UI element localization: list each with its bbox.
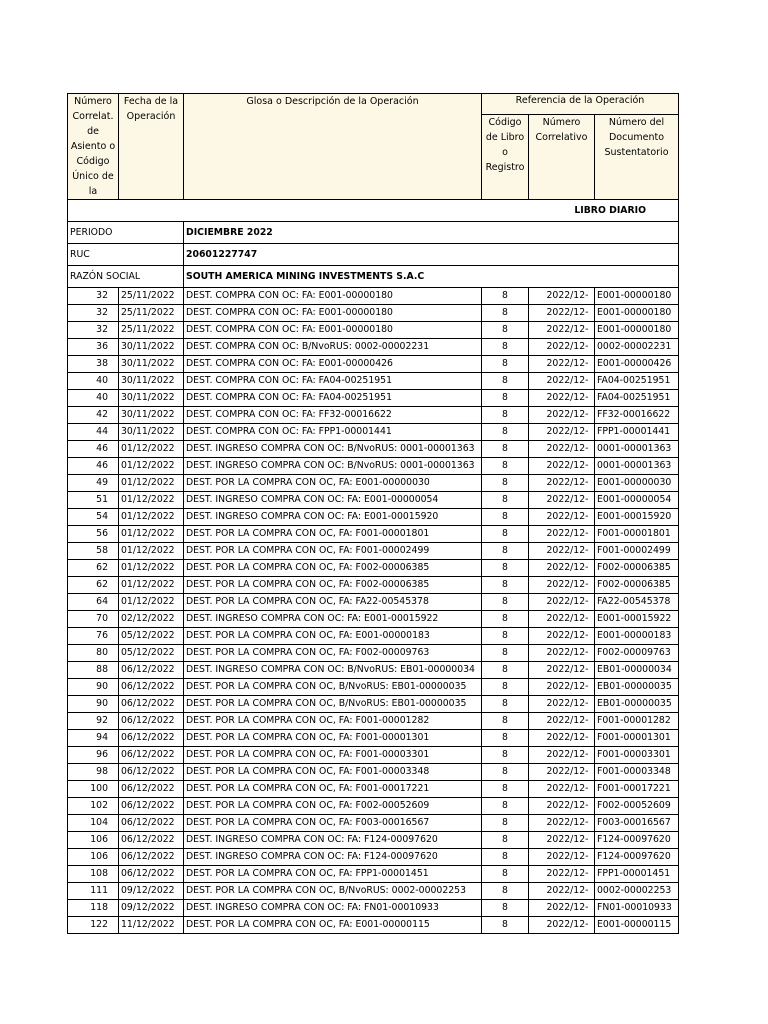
- table-row: [68, 662, 679, 679]
- row-codigo-libro: 8: [482, 509, 529, 526]
- row-numero: 56: [68, 526, 119, 543]
- row-glosa: DEST. POR LA COMPRA CON OC, FA: F001-00001301: [184, 730, 482, 747]
- row-numero-documento: EB01-00000035: [595, 679, 679, 696]
- table-row: [68, 730, 679, 747]
- row-glosa: DEST. INGRESO COMPRA CON OC: B/NvoRUS: 0001-00001363: [184, 458, 482, 475]
- table-row: [68, 645, 679, 662]
- row-numero: 54: [68, 509, 119, 526]
- row-numero-correlativo: 2022/12-: [529, 883, 595, 900]
- row-numero: 36: [68, 339, 119, 356]
- row-numero-documento: 0001-00001363: [595, 441, 679, 458]
- libro-diario-sheet: [67, 93, 678, 934]
- row-glosa: DEST. POR LA COMPRA CON OC, FA: F002-00006385: [184, 577, 482, 594]
- column-numero-correlativo: Número Correlat. de Asiento o Código Único de la: [68, 94, 119, 200]
- row-fecha: 06/12/2022: [119, 679, 184, 696]
- entries-body: [68, 288, 679, 934]
- row-glosa: DEST. POR LA COMPRA CON OC, FA: E001-00000183: [184, 628, 482, 645]
- row-numero: 90: [68, 679, 119, 696]
- row-numero-correlativo: 2022/12-: [529, 866, 595, 883]
- row-glosa: DEST. POR LA COMPRA CON OC, FA: E001-00000030: [184, 475, 482, 492]
- column-fecha: Fecha de la Operación: [119, 94, 184, 200]
- row-fecha: 06/12/2022: [119, 696, 184, 713]
- row-fecha: 30/11/2022: [119, 407, 184, 424]
- ruc-row: [68, 244, 679, 266]
- table-row: [68, 611, 679, 628]
- row-fecha: 01/12/2022: [119, 543, 184, 560]
- row-codigo-libro: 8: [482, 849, 529, 866]
- row-fecha: 06/12/2022: [119, 730, 184, 747]
- row-numero-correlativo: 2022/12-: [529, 645, 595, 662]
- row-codigo-libro: 8: [482, 713, 529, 730]
- row-numero-documento: F001-00001301: [595, 730, 679, 747]
- row-numero: 80: [68, 645, 119, 662]
- row-numero: 88: [68, 662, 119, 679]
- row-fecha: 30/11/2022: [119, 390, 184, 407]
- title-row: [68, 200, 679, 222]
- row-codigo-libro: 8: [482, 611, 529, 628]
- row-glosa: DEST. POR LA COMPRA CON OC, B/NvoRUS: 0002-00002253: [184, 883, 482, 900]
- row-glosa: DEST. COMPRA CON OC: FA: E001-00000426: [184, 356, 482, 373]
- row-fecha: 06/12/2022: [119, 866, 184, 883]
- row-fecha: 01/12/2022: [119, 560, 184, 577]
- row-fecha: 25/11/2022: [119, 322, 184, 339]
- row-numero: 32: [68, 322, 119, 339]
- row-glosa: DEST. COMPRA CON OC: B/NvoRUS: 0002-00002231: [184, 339, 482, 356]
- row-numero-correlativo: 2022/12-: [529, 356, 595, 373]
- row-numero-correlativo: 2022/12-: [529, 815, 595, 832]
- table-row: [68, 764, 679, 781]
- row-numero-correlativo: 2022/12-: [529, 543, 595, 560]
- table-row: [68, 917, 679, 934]
- row-numero-documento: F124-00097620: [595, 849, 679, 866]
- row-codigo-libro: 8: [482, 288, 529, 305]
- row-codigo-libro: 8: [482, 322, 529, 339]
- row-numero-correlativo: 2022/12-: [529, 798, 595, 815]
- table-row: [68, 900, 679, 917]
- row-codigo-libro: 8: [482, 832, 529, 849]
- row-fecha: 06/12/2022: [119, 832, 184, 849]
- table-row: [68, 390, 679, 407]
- row-numero-correlativo: 2022/12-: [529, 849, 595, 866]
- row-codigo-libro: 8: [482, 798, 529, 815]
- row-glosa: DEST. INGRESO COMPRA CON OC: FA: F124-00097620: [184, 832, 482, 849]
- row-numero-documento: E001-00000115: [595, 917, 679, 934]
- row-fecha: 01/12/2022: [119, 594, 184, 611]
- row-codigo-libro: 8: [482, 407, 529, 424]
- row-numero-documento: FPP1-00001451: [595, 866, 679, 883]
- row-numero-documento: F124-00097620: [595, 832, 679, 849]
- row-codigo-libro: 8: [482, 815, 529, 832]
- table-row: [68, 696, 679, 713]
- row-codigo-libro: 8: [482, 645, 529, 662]
- row-numero-correlativo: 2022/12-: [529, 509, 595, 526]
- row-numero-documento: F003-00016567: [595, 815, 679, 832]
- table-row: [68, 849, 679, 866]
- row-fecha: 01/12/2022: [119, 492, 184, 509]
- row-codigo-libro: 8: [482, 526, 529, 543]
- ruc-label: RUC: [68, 244, 184, 266]
- row-glosa: DEST. POR LA COMPRA CON OC, FA: F001-00001282: [184, 713, 482, 730]
- row-numero: 64: [68, 594, 119, 611]
- row-numero-correlativo: 2022/12-: [529, 594, 595, 611]
- row-numero-documento: FF32-00016622: [595, 407, 679, 424]
- column-glosa: Glosa o Descripción de la Operación: [184, 94, 482, 200]
- table-row: [68, 594, 679, 611]
- row-numero-documento: F002-00006385: [595, 577, 679, 594]
- row-numero-correlativo: 2022/12-: [529, 781, 595, 798]
- row-numero-correlativo: 2022/12-: [529, 288, 595, 305]
- table-row: [68, 543, 679, 560]
- row-codigo-libro: 8: [482, 730, 529, 747]
- row-fecha: 25/11/2022: [119, 305, 184, 322]
- row-numero: 118: [68, 900, 119, 917]
- row-numero-documento: FA04-00251951: [595, 390, 679, 407]
- row-numero: 46: [68, 441, 119, 458]
- row-codigo-libro: 8: [482, 424, 529, 441]
- row-numero-documento: F002-00006385: [595, 560, 679, 577]
- row-numero: 96: [68, 747, 119, 764]
- row-glosa: DEST. POR LA COMPRA CON OC, FA: FPP1-00001451: [184, 866, 482, 883]
- row-numero: 90: [68, 696, 119, 713]
- row-numero-documento: EB01-00000035: [595, 696, 679, 713]
- row-numero-correlativo: 2022/12-: [529, 900, 595, 917]
- periodo-row: [68, 222, 679, 244]
- row-glosa: DEST. COMPRA CON OC: FA: FA04-00251951: [184, 390, 482, 407]
- row-glosa: DEST. INGRESO COMPRA CON OC: FA: E001-00000054: [184, 492, 482, 509]
- row-codigo-libro: 8: [482, 628, 529, 645]
- row-codigo-libro: 8: [482, 305, 529, 322]
- row-glosa: DEST. COMPRA CON OC: FA: FF32-00016622: [184, 407, 482, 424]
- row-numero-documento: EB01-00000034: [595, 662, 679, 679]
- row-numero-correlativo: 2022/12-: [529, 492, 595, 509]
- row-glosa: DEST. INGRESO COMPRA CON OC: FA: F124-00097620: [184, 849, 482, 866]
- row-glosa: DEST. POR LA COMPRA CON OC, FA: F001-00001801: [184, 526, 482, 543]
- row-codigo-libro: 8: [482, 543, 529, 560]
- row-numero-correlativo: 2022/12-: [529, 475, 595, 492]
- table-row: [68, 356, 679, 373]
- row-glosa: DEST. COMPRA CON OC: FA: FPP1-00001441: [184, 424, 482, 441]
- row-glosa: DEST. POR LA COMPRA CON OC, FA: F001-00002499: [184, 543, 482, 560]
- row-glosa: DEST. COMPRA CON OC: FA: E001-00000180: [184, 305, 482, 322]
- row-fecha: 01/12/2022: [119, 441, 184, 458]
- table-row: [68, 407, 679, 424]
- row-numero-documento: FA04-00251951: [595, 373, 679, 390]
- row-numero: 111: [68, 883, 119, 900]
- row-fecha: 06/12/2022: [119, 815, 184, 832]
- row-fecha: 25/11/2022: [119, 288, 184, 305]
- row-fecha: 06/12/2022: [119, 798, 184, 815]
- row-numero-correlativo: 2022/12-: [529, 832, 595, 849]
- table-row: [68, 679, 679, 696]
- row-fecha: 06/12/2022: [119, 849, 184, 866]
- row-numero-correlativo: 2022/12-: [529, 747, 595, 764]
- row-numero: 106: [68, 849, 119, 866]
- row-fecha: 05/12/2022: [119, 645, 184, 662]
- row-numero-correlativo: 2022/12-: [529, 662, 595, 679]
- row-numero-documento: F001-00002499: [595, 543, 679, 560]
- row-numero-documento: E001-00015920: [595, 509, 679, 526]
- row-fecha: 01/12/2022: [119, 577, 184, 594]
- row-fecha: 05/12/2022: [119, 628, 184, 645]
- row-glosa: DEST. INGRESO COMPRA CON OC: B/NvoRUS: EB01-00000034: [184, 662, 482, 679]
- row-codigo-libro: 8: [482, 900, 529, 917]
- row-numero-correlativo: 2022/12-: [529, 730, 595, 747]
- row-fecha: 06/12/2022: [119, 713, 184, 730]
- table-row: [68, 305, 679, 322]
- row-numero-correlativo: 2022/12-: [529, 424, 595, 441]
- row-numero: 49: [68, 475, 119, 492]
- table-row: [68, 577, 679, 594]
- row-numero-correlativo: 2022/12-: [529, 713, 595, 730]
- row-numero-correlativo: 2022/12-: [529, 441, 595, 458]
- row-fecha: 01/12/2022: [119, 509, 184, 526]
- table-row: [68, 339, 679, 356]
- row-codigo-libro: 8: [482, 441, 529, 458]
- razon-social-row: [68, 266, 679, 288]
- row-numero-documento: FPP1-00001441: [595, 424, 679, 441]
- row-fecha: 30/11/2022: [119, 373, 184, 390]
- row-numero-documento: FA22-00545378: [595, 594, 679, 611]
- row-fecha: 30/11/2022: [119, 339, 184, 356]
- row-numero: 100: [68, 781, 119, 798]
- ruc-value: 20601227747: [184, 244, 679, 266]
- row-numero-documento: FN01-00010933: [595, 900, 679, 917]
- row-numero: 94: [68, 730, 119, 747]
- row-codigo-libro: 8: [482, 560, 529, 577]
- row-numero-correlativo: 2022/12-: [529, 679, 595, 696]
- table-row: [68, 560, 679, 577]
- row-codigo-libro: 8: [482, 390, 529, 407]
- row-fecha: 02/12/2022: [119, 611, 184, 628]
- row-fecha: 06/12/2022: [119, 764, 184, 781]
- row-numero-correlativo: 2022/12-: [529, 577, 595, 594]
- row-codigo-libro: 8: [482, 339, 529, 356]
- table-row: [68, 373, 679, 390]
- row-glosa: DEST. POR LA COMPRA CON OC, FA: F001-00003301: [184, 747, 482, 764]
- row-glosa: DEST. INGRESO COMPRA CON OC: FA: FN01-00010933: [184, 900, 482, 917]
- row-numero: 76: [68, 628, 119, 645]
- row-glosa: DEST. POR LA COMPRA CON OC, FA: F002-00006385: [184, 560, 482, 577]
- row-numero: 38: [68, 356, 119, 373]
- row-numero-correlativo: 2022/12-: [529, 611, 595, 628]
- column-numero-documento: Número del Documento Sustentatorio: [595, 114, 679, 199]
- row-glosa: DEST. POR LA COMPRA CON OC, FA: FA22-00545378: [184, 594, 482, 611]
- row-fecha: 01/12/2022: [119, 458, 184, 475]
- row-codigo-libro: 8: [482, 475, 529, 492]
- row-numero-correlativo: 2022/12-: [529, 560, 595, 577]
- table-row: [68, 798, 679, 815]
- row-numero-correlativo: 2022/12-: [529, 764, 595, 781]
- table-row: [68, 781, 679, 798]
- row-codigo-libro: 8: [482, 781, 529, 798]
- table-row: [68, 509, 679, 526]
- row-numero-documento: E001-00000054: [595, 492, 679, 509]
- column-codigo-libro: Código de Libro o Registro: [482, 114, 529, 199]
- row-fecha: 11/12/2022: [119, 917, 184, 934]
- row-glosa: DEST. COMPRA CON OC: FA: E001-00000180: [184, 322, 482, 339]
- row-codigo-libro: 8: [482, 662, 529, 679]
- row-codigo-libro: 8: [482, 764, 529, 781]
- row-numero: 62: [68, 577, 119, 594]
- row-numero: 32: [68, 288, 119, 305]
- libro-diario-table: [67, 93, 679, 934]
- table-row: [68, 288, 679, 305]
- row-numero: 62: [68, 560, 119, 577]
- row-fecha: 30/11/2022: [119, 424, 184, 441]
- row-glosa: DEST. INGRESO COMPRA CON OC: FA: E001-00015922: [184, 611, 482, 628]
- row-numero-correlativo: 2022/12-: [529, 458, 595, 475]
- row-numero-documento: E001-00000180: [595, 322, 679, 339]
- periodo-label: PERIODO: [68, 222, 184, 244]
- row-codigo-libro: 8: [482, 492, 529, 509]
- razon-social-label: RAZÓN SOCIAL: [68, 266, 184, 288]
- table-row: [68, 475, 679, 492]
- row-glosa: DEST. INGRESO COMPRA CON OC: B/NvoRUS: 0001-00001363: [184, 441, 482, 458]
- row-numero-correlativo: 2022/12-: [529, 339, 595, 356]
- column-numero-correlativo-ref: Número Correlativo: [529, 114, 595, 199]
- row-glosa: DEST. COMPRA CON OC: FA: FA04-00251951: [184, 373, 482, 390]
- row-numero: 40: [68, 373, 119, 390]
- row-fecha: 06/12/2022: [119, 781, 184, 798]
- row-numero-documento: F001-00003301: [595, 747, 679, 764]
- row-fecha: 01/12/2022: [119, 475, 184, 492]
- row-glosa: DEST. POR LA COMPRA CON OC, FA: F001-00017221: [184, 781, 482, 798]
- row-codigo-libro: 8: [482, 747, 529, 764]
- table-row: [68, 492, 679, 509]
- row-numero-documento: F002-00009763: [595, 645, 679, 662]
- row-numero: 98: [68, 764, 119, 781]
- row-glosa: DEST. POR LA COMPRA CON OC, FA: F002-00052609: [184, 798, 482, 815]
- row-codigo-libro: 8: [482, 883, 529, 900]
- table-row: [68, 628, 679, 645]
- row-numero-correlativo: 2022/12-: [529, 322, 595, 339]
- row-glosa: DEST. POR LA COMPRA CON OC, FA: E001-00000115: [184, 917, 482, 934]
- row-codigo-libro: 8: [482, 594, 529, 611]
- row-codigo-libro: 8: [482, 866, 529, 883]
- row-numero-correlativo: 2022/12-: [529, 526, 595, 543]
- row-numero-correlativo: 2022/12-: [529, 407, 595, 424]
- table-row: [68, 713, 679, 730]
- row-fecha: 09/12/2022: [119, 883, 184, 900]
- row-numero-correlativo: 2022/12-: [529, 696, 595, 713]
- row-numero-documento: F002-00052609: [595, 798, 679, 815]
- row-numero-documento: E001-00000030: [595, 475, 679, 492]
- row-numero: 70: [68, 611, 119, 628]
- row-glosa: DEST. POR LA COMPRA CON OC, B/NvoRUS: EB01-00000035: [184, 679, 482, 696]
- row-numero: 122: [68, 917, 119, 934]
- row-numero-correlativo: 2022/12-: [529, 628, 595, 645]
- row-fecha: 06/12/2022: [119, 747, 184, 764]
- row-codigo-libro: 8: [482, 917, 529, 934]
- row-numero: 106: [68, 832, 119, 849]
- row-numero: 104: [68, 815, 119, 832]
- table-row: [68, 424, 679, 441]
- table-row: [68, 322, 679, 339]
- row-codigo-libro: 8: [482, 373, 529, 390]
- row-glosa: DEST. INGRESO COMPRA CON OC: FA: E001-00015920: [184, 509, 482, 526]
- table-row: [68, 832, 679, 849]
- row-numero-documento: F001-00001282: [595, 713, 679, 730]
- razon-social-value: SOUTH AMERICA MINING INVESTMENTS S.A.C: [184, 266, 679, 288]
- row-glosa: DEST. COMPRA CON OC: FA: E001-00000180: [184, 288, 482, 305]
- row-fecha: 09/12/2022: [119, 900, 184, 917]
- row-numero: 58: [68, 543, 119, 560]
- row-numero: 108: [68, 866, 119, 883]
- table-row: [68, 815, 679, 832]
- table-row: [68, 747, 679, 764]
- report-title: LIBRO DIARIO: [68, 200, 679, 222]
- row-numero: 51: [68, 492, 119, 509]
- row-codigo-libro: 8: [482, 577, 529, 594]
- row-numero-documento: E001-00000183: [595, 628, 679, 645]
- table-row: [68, 441, 679, 458]
- row-numero: 32: [68, 305, 119, 322]
- row-numero-documento: 0002-00002231: [595, 339, 679, 356]
- row-numero: 92: [68, 713, 119, 730]
- row-glosa: DEST. POR LA COMPRA CON OC, FA: F003-00016567: [184, 815, 482, 832]
- row-numero: 102: [68, 798, 119, 815]
- row-codigo-libro: 8: [482, 679, 529, 696]
- row-numero: 42: [68, 407, 119, 424]
- row-numero-documento: F001-00001801: [595, 526, 679, 543]
- row-numero-documento: E001-00000180: [595, 305, 679, 322]
- row-codigo-libro: 8: [482, 356, 529, 373]
- row-numero-documento: E001-00000180: [595, 288, 679, 305]
- row-numero-correlativo: 2022/12-: [529, 917, 595, 934]
- table-row: [68, 458, 679, 475]
- row-fecha: 30/11/2022: [119, 356, 184, 373]
- row-numero-correlativo: 2022/12-: [529, 390, 595, 407]
- row-fecha: 06/12/2022: [119, 662, 184, 679]
- row-glosa: DEST. POR LA COMPRA CON OC, B/NvoRUS: EB01-00000035: [184, 696, 482, 713]
- row-fecha: 01/12/2022: [119, 526, 184, 543]
- row-numero: 44: [68, 424, 119, 441]
- row-codigo-libro: 8: [482, 458, 529, 475]
- row-numero-documento: 0001-00001363: [595, 458, 679, 475]
- row-numero-documento: F001-00003348: [595, 764, 679, 781]
- row-numero: 46: [68, 458, 119, 475]
- table-row: [68, 866, 679, 883]
- row-numero-documento: E001-00015922: [595, 611, 679, 628]
- row-codigo-libro: 8: [482, 696, 529, 713]
- row-glosa: DEST. POR LA COMPRA CON OC, FA: F002-00009763: [184, 645, 482, 662]
- row-numero-documento: E001-00000426: [595, 356, 679, 373]
- column-referencia: Referencia de la Operación: [482, 94, 679, 115]
- row-numero-documento: F001-00017221: [595, 781, 679, 798]
- row-numero-correlativo: 2022/12-: [529, 373, 595, 390]
- table-row: [68, 883, 679, 900]
- periodo-value: DICIEMBRE 2022: [184, 222, 679, 244]
- table-row: [68, 526, 679, 543]
- row-numero-documento: 0002-00002253: [595, 883, 679, 900]
- row-numero: 40: [68, 390, 119, 407]
- row-glosa: DEST. POR LA COMPRA CON OC, FA: F001-00003348: [184, 764, 482, 781]
- row-numero-correlativo: 2022/12-: [529, 305, 595, 322]
